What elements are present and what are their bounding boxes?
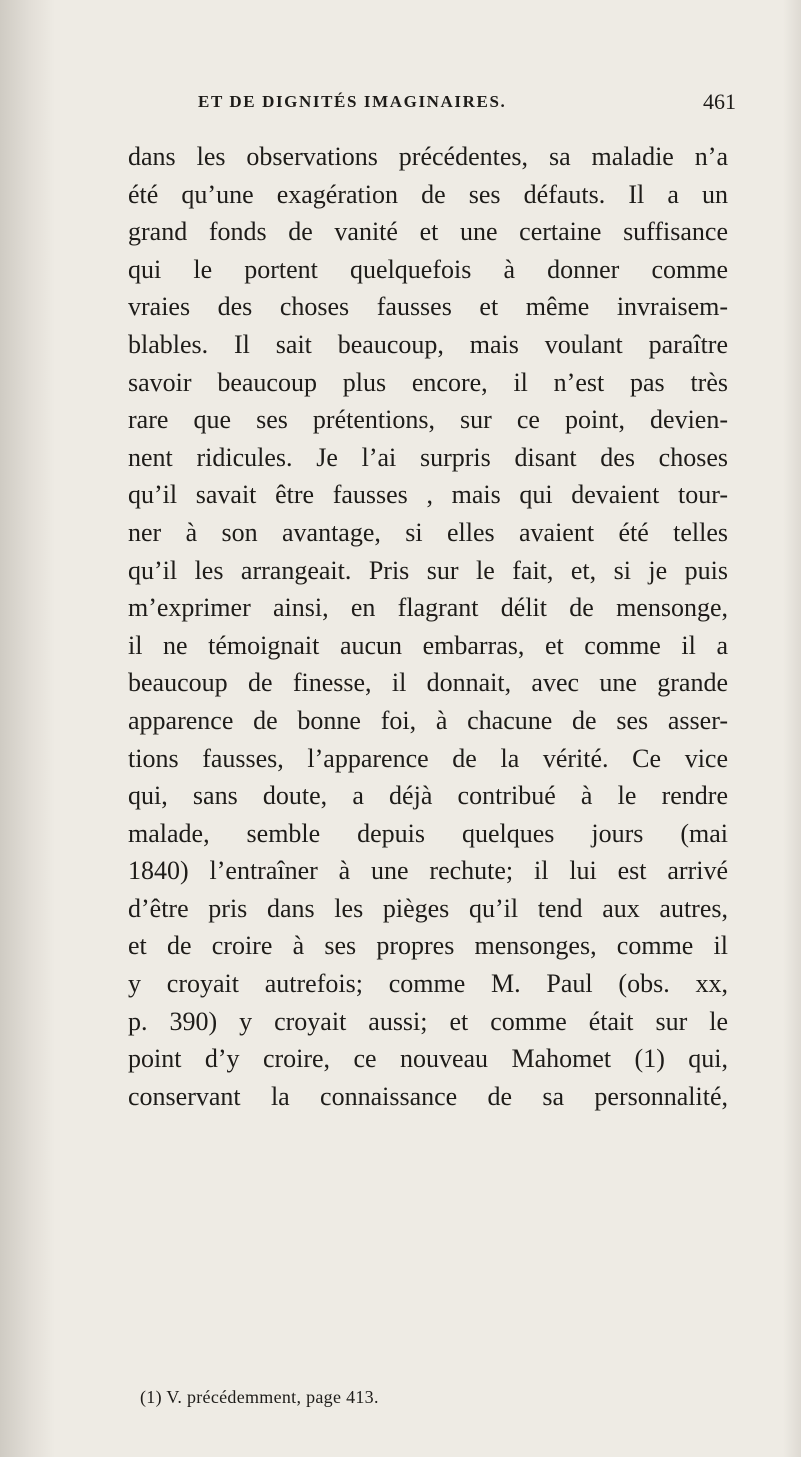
text-line: y croyait autrefois; comme M. Paul (obs. xx,	[128, 969, 728, 999]
text-line: ner à son avantage, si elles avaient été telles	[128, 517, 728, 547]
text-line: rare que ses prétentions, sur ce point, devien-	[128, 405, 728, 435]
text-line: tions fausses, l’apparence de la vérité. Ce vice	[128, 743, 728, 773]
text-line: apparence de bonne foi, à chacune de ses asser-	[128, 705, 728, 735]
text-line: dans les observations précédentes, sa maladie n’a	[128, 142, 728, 171]
text-line: point d’y croire, ce nouveau Mahomet (1) qui,	[128, 1044, 728, 1074]
text-line: grand fonds de vanité et une certaine suffisance	[128, 217, 728, 247]
text-line: qui, sans doute, a déjà contribué à le rendre	[128, 781, 728, 811]
text-line: savoir beaucoup plus encore, il n’est pas très	[128, 367, 728, 397]
text-line: p. 390) y croyait aussi; et comme était sur le	[128, 1006, 728, 1036]
text-line: 1840) l’entraîner à une rechute; il lui est arrivé	[128, 856, 728, 886]
text-line: qu’il savait être fausses , mais qui devaient tour-	[128, 480, 728, 510]
text-line: été qu’une exagération de ses défauts. Il a un	[128, 179, 728, 209]
running-head	[128, 89, 758, 122]
text-line: malade, semble depuis quelques jours (mai	[128, 818, 728, 848]
text-line: beaucoup de finesse, il donnait, avec une grande	[128, 668, 728, 698]
text-line: qui le portent quelquefois à donner comme	[128, 254, 728, 284]
text-line: vraies des choses fausses et même invraisem-	[128, 292, 728, 322]
text-line: nent ridicules. Je l’ai surpris disant des choses	[128, 442, 728, 472]
page-edge-shadow	[783, 0, 801, 1457]
footnote: (1) V. précédemment, page 413.	[140, 1387, 379, 1407]
text-line: blables. Il sait beaucoup, mais voulant paraître	[128, 329, 728, 359]
page-gutter-shadow	[0, 0, 55, 1457]
running-title: ET DE DIGNITÉS IMAGINAIRES.	[198, 92, 507, 111]
page-number: 461	[703, 89, 736, 114]
text-line: il ne témoignait aucun embarras, et comme il a	[128, 630, 728, 660]
text-line: et de croire à ses propres mensonges, comme il	[128, 931, 728, 961]
text-line: d’être pris dans les pièges qu’il tend aux autres,	[128, 893, 728, 923]
body-text	[128, 138, 728, 1115]
text-line: conservant la connaissance de sa personnalité,	[128, 1081, 728, 1111]
text-line: m’exprimer ainsi, en flagrant délit de mensonge,	[128, 593, 728, 623]
text-line: qu’il les arrangeait. Pris sur le fait, et, si je puis	[128, 555, 728, 585]
